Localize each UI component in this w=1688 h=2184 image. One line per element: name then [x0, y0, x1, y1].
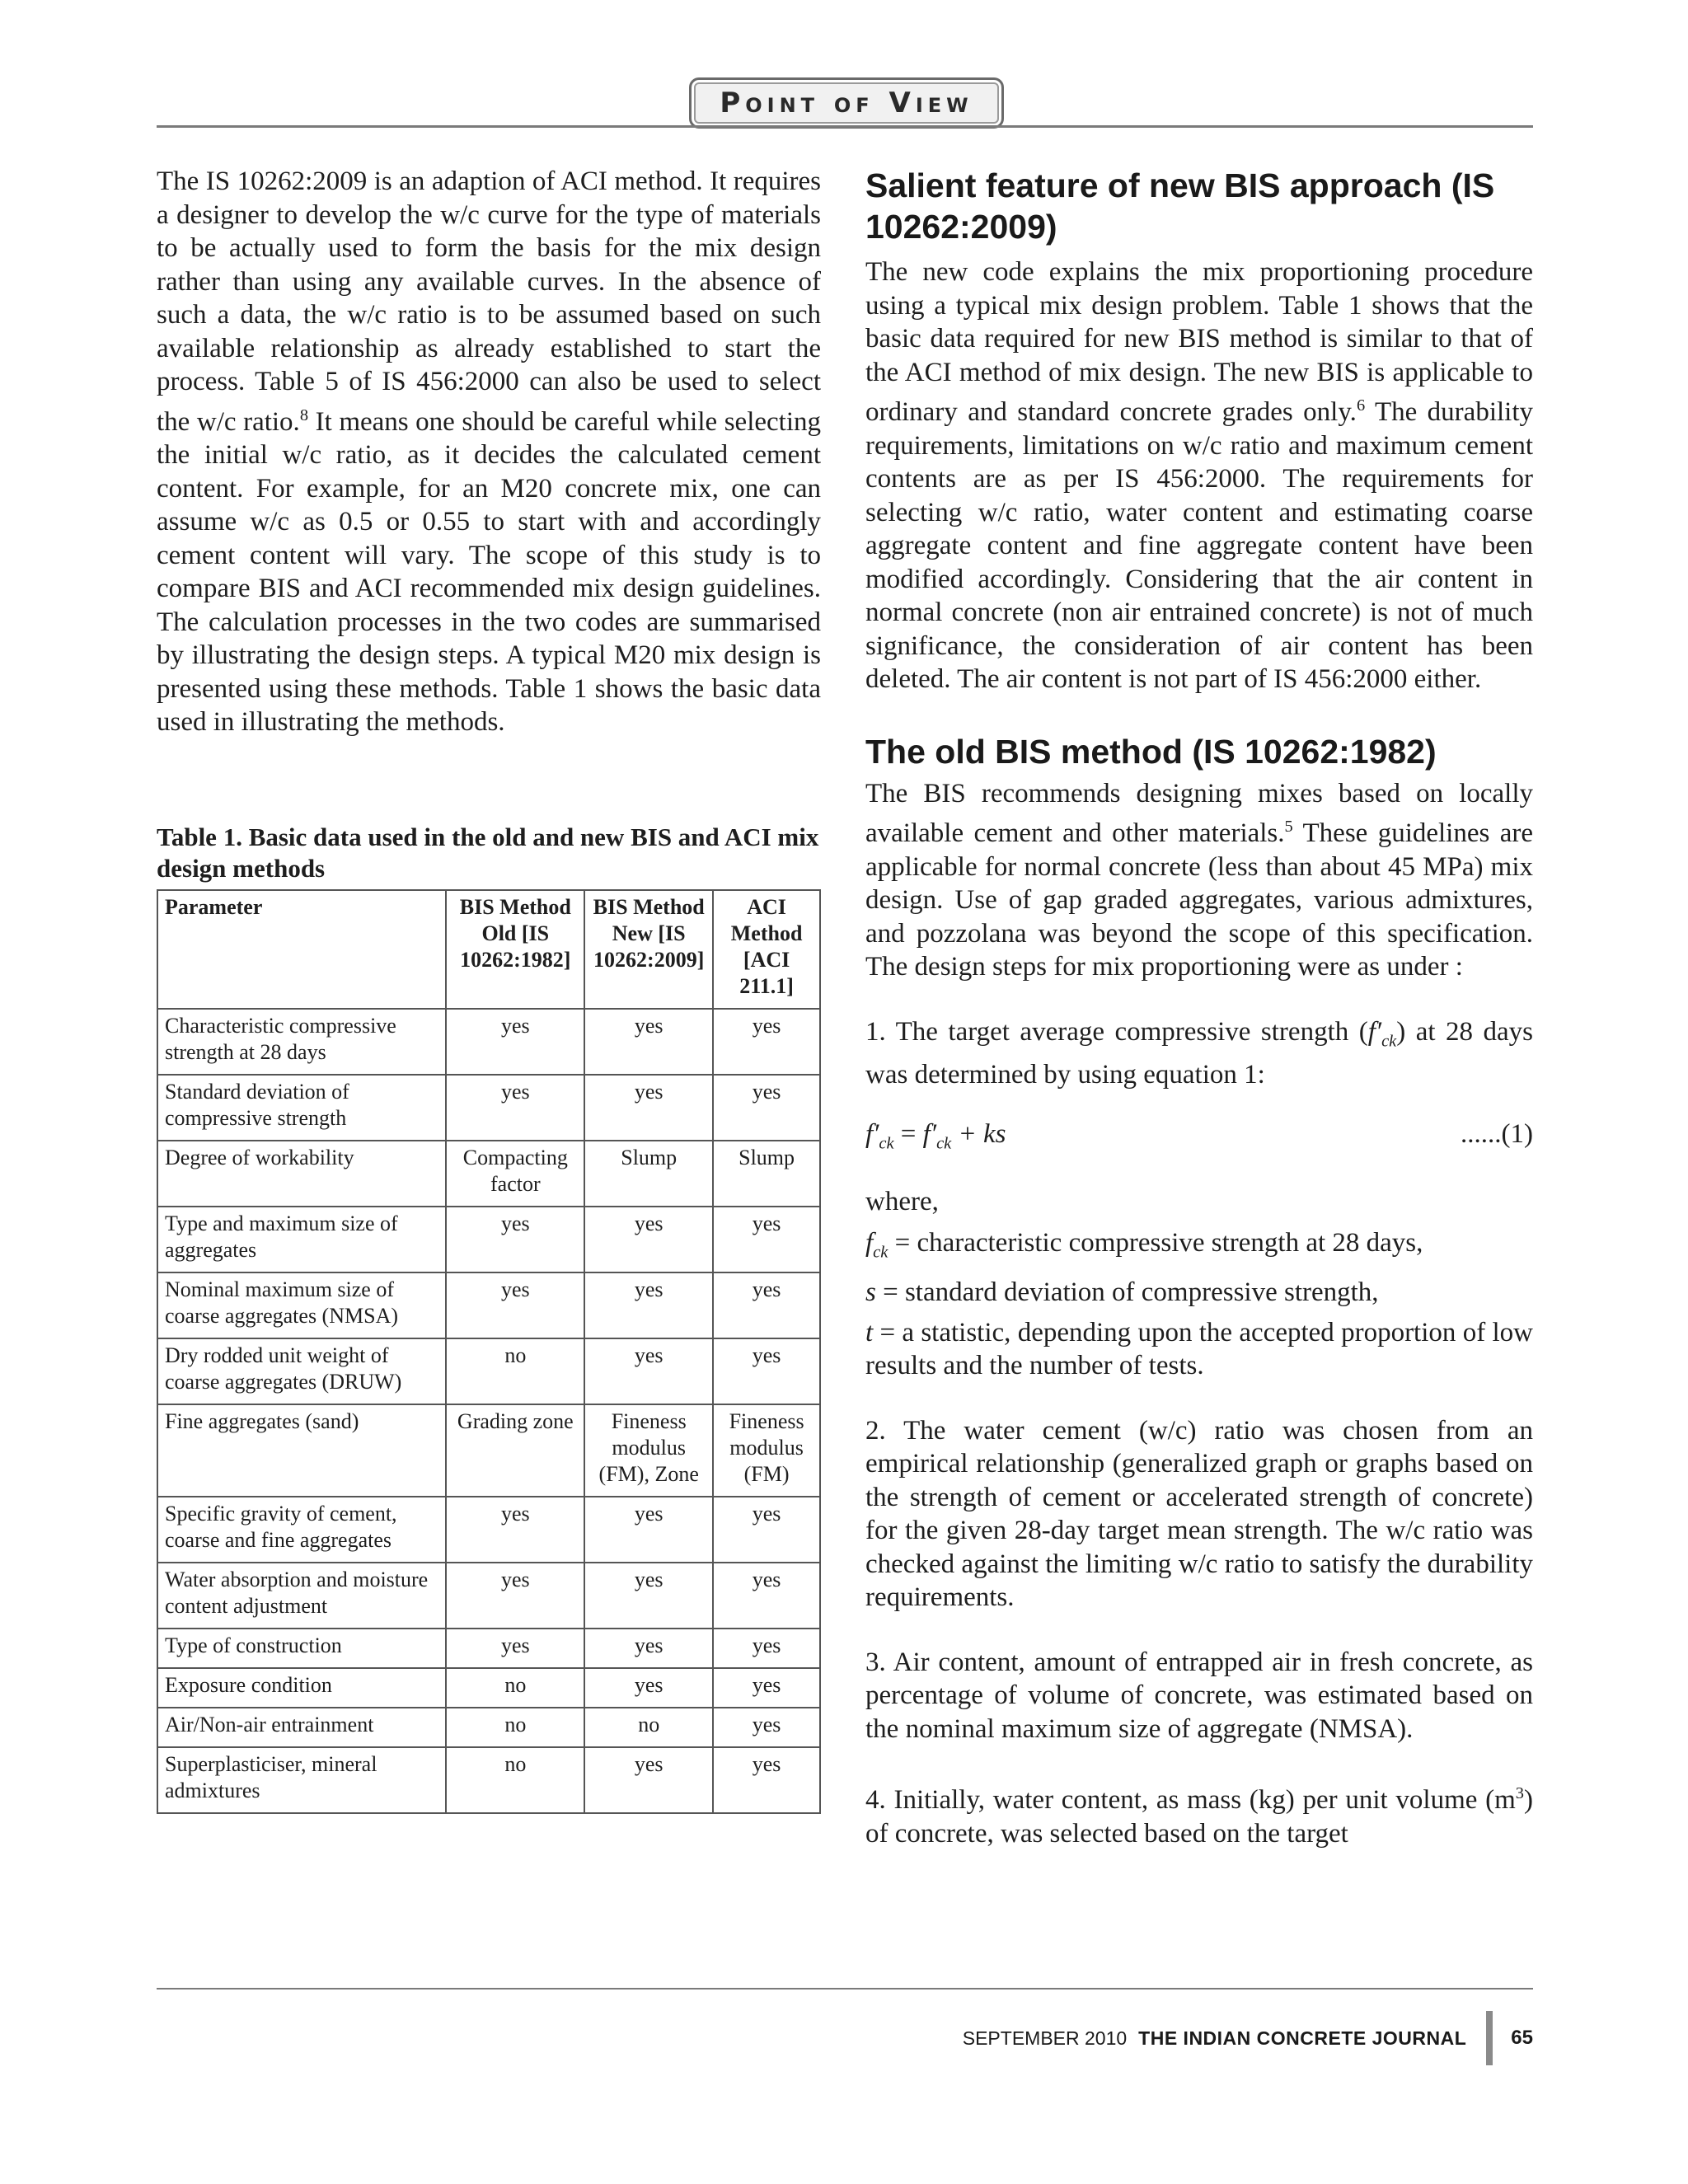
table-cell-value: yes: [584, 1207, 713, 1272]
table-row: [157, 1009, 820, 1075]
table-cell-value: yes: [713, 1629, 820, 1668]
new-bis-text-a: The new code explains the mix proportioning procedure using a typical mix design problem. Table 1 shows that the basic data required for new BIS method is similar to that of the ACI method of mix design. The new BIS is applicable to ordinary and standard concrete grades only.: [865, 257, 1533, 427]
table-row: [157, 1629, 820, 1668]
table-cell-parameter: Water absorption and moisture content adjustment: [157, 1563, 446, 1629]
new-bis-paragraph: [865, 255, 1533, 696]
table-cell-value: yes: [713, 1563, 820, 1629]
table-row: [157, 1497, 820, 1563]
eq-rhs-sub: ck: [936, 1134, 952, 1153]
table-cell-parameter: Degree of workability: [157, 1141, 446, 1207]
table-cell-parameter: Characteristic compressive strength at 28 days: [157, 1009, 446, 1075]
table-cell-value: yes: [713, 1668, 820, 1708]
table-cell-parameter: Type and maximum size of aggregates: [157, 1207, 446, 1272]
table-cell-value: no: [446, 1668, 584, 1708]
page-number: 65: [1511, 2027, 1533, 2049]
table-row: [157, 1563, 820, 1629]
eq-rhs: f′: [922, 1119, 937, 1150]
step-4: [865, 1777, 1533, 1850]
right-column: [865, 165, 1533, 1850]
section-heading-old-bis: The old BIS method (IS 10262:1982): [865, 732, 1437, 771]
old-bis-paragraph: [865, 777, 1533, 984]
basic-data-table: [157, 889, 821, 1814]
table-cell-value: Slump: [713, 1141, 820, 1207]
section-badge: [689, 77, 1004, 129]
table-cell-value: yes: [713, 1207, 820, 1272]
table-cell-value: yes: [713, 1009, 820, 1075]
table-cell-value: no: [446, 1708, 584, 1747]
footer: [963, 2011, 1533, 2065]
step-1-text-a: 1. The target average compressive strength (: [865, 1016, 1368, 1047]
eq-equals: =: [893, 1119, 923, 1150]
def-fck-text: = characteristic compressive strength at 28 days,: [888, 1228, 1423, 1258]
table-cell-value: yes: [584, 1747, 713, 1813]
table-row: [157, 1404, 820, 1497]
left-column: [157, 165, 821, 1814]
table-cell-value: no: [584, 1708, 713, 1747]
journal-name: THE INDIAN CONCRETE JOURNAL: [1138, 2027, 1467, 2049]
table-header-cell: ACI Method [ACI 211.1]: [713, 890, 820, 1009]
definition-t: [865, 1316, 1533, 1383]
def-fck-sub: ck: [873, 1243, 889, 1262]
table-row: [157, 1272, 820, 1338]
reference-5: 5: [1284, 818, 1293, 836]
table-header-cell: Parameter: [157, 890, 446, 1009]
table-cell-value: yes: [713, 1497, 820, 1563]
table-caption: Table 1. Basic data used in the old and new BIS and ACI mix design methods: [157, 822, 819, 883]
table-cell-value: yes: [713, 1708, 820, 1747]
step-4-text-a: 4. Initially, water content, as mass (kg) per unit volume (m: [865, 1785, 1516, 1816]
footer-rule: [157, 1988, 1533, 1990]
table-header-cell: BIS Method New [IS 10262:2009]: [584, 890, 713, 1009]
section-badge-label: Point of View: [720, 87, 973, 120]
table-row: [157, 1668, 820, 1708]
table-cell-value: Grading zone: [446, 1404, 584, 1497]
table-cell-value: Slump: [584, 1141, 713, 1207]
intro-text-b: It means one should be careful while selecting the initial w/c ratio, as it decides the calculated cement content. For example, for an M20 concrete mix, one can assume w/c as 0.5 or 0.55 to start with and accordingly cement content will vary. The scope of this study is to compare BIS and ACI recommended mix design guidelines. The calculation processes in the two codes are summarised by illustrating the design steps. A typical M20 mix design is presented using these methods. Table 1 shows the basic data used in illustrating the methods.: [157, 406, 821, 737]
step-4-text-b: ) of concrete, was selected based on the target: [865, 1785, 1533, 1849]
table-cell-value: yes: [713, 1075, 820, 1141]
table-cell-parameter: Dry rodded unit weight of coarse aggregates (DRUW): [157, 1338, 446, 1404]
def-t-symbol: t: [865, 1317, 874, 1347]
table-cell-value: yes: [713, 1747, 820, 1813]
where-label: where,: [865, 1186, 939, 1216]
step-1: [865, 1015, 1533, 1092]
table-row: [157, 1207, 820, 1272]
table-cell-value: yes: [446, 1272, 584, 1338]
step-3: 3. Air content, amount of entrapped air in fresh concrete, as percentage of volume of concrete, was estimated based on the nominal maximum size of aggregate (NMSA).: [865, 1647, 1533, 1744]
equation-expression: [865, 1119, 1006, 1154]
table-row: [157, 1141, 820, 1207]
table-cell-value: yes: [713, 1338, 820, 1404]
table-cell-value: yes: [584, 1075, 713, 1141]
step-4-sup: 3: [1515, 1784, 1524, 1803]
table-cell-value: yes: [584, 1668, 713, 1708]
table-cell-parameter: Air/Non-air entrainment: [157, 1708, 446, 1747]
table-row: [157, 1338, 820, 1404]
table-cell-value: yes: [446, 1497, 584, 1563]
eq-tail: + ks: [951, 1119, 1006, 1150]
table-cell-parameter: Specific gravity of cement, coarse and fine aggregates: [157, 1497, 446, 1563]
table-cell-value: Fineness modulus (FM), Zone: [584, 1404, 713, 1497]
table-cell-value: yes: [446, 1075, 584, 1141]
table-cell-value: no: [446, 1338, 584, 1404]
table-cell-value: yes: [713, 1272, 820, 1338]
def-s-symbol: s: [865, 1277, 876, 1308]
def-t-text: = a statistic, depending upon the accepted proportion of low results and the number of tests.: [865, 1317, 1533, 1381]
new-bis-text-b: The durability requirements, limitations on w/c ratio and maximum cement contents are as per IS 456:2000. The requirements for selecting w/c ratio, water content and estimating coarse aggregate content and fine aggregate content have been modified accordingly. Considering that the air content in normal concrete (non air entrained concrete) is not of much significance, the consideration of air content has been deleted. The air content is not part of IS 456:2000 either.: [865, 397, 1533, 694]
table-cell-parameter: Exposure condition: [157, 1668, 446, 1708]
table-cell-value: no: [446, 1747, 584, 1813]
table-cell-value: yes: [446, 1207, 584, 1272]
old-bis-text-b: These guidelines are applicable for normal concrete (less than about 45 MPa) mix design. Use of gap graded aggregates, various admixtures, and pozzolana was beyond the scope of this specification. The design steps for mix proportioning were as under :: [865, 818, 1533, 982]
table-header-row: [157, 890, 820, 1009]
table-cell-value: yes: [584, 1629, 713, 1668]
section-heading-new-bis: Salient feature of new BIS approach (IS 10262:2009): [865, 166, 1495, 246]
reference-8: 8: [299, 405, 309, 424]
table-row: [157, 1075, 820, 1141]
step-1-symbol: f′: [1367, 1016, 1382, 1047]
step-1-subscript: ck: [1381, 1032, 1397, 1051]
reference-6: 6: [1356, 396, 1366, 415]
table-cell-value: yes: [584, 1338, 713, 1404]
table-cell-value: yes: [584, 1009, 713, 1075]
table-cell-value: Compacting factor: [446, 1141, 584, 1207]
footer-divider: [1486, 2011, 1493, 2065]
intro-paragraph: [157, 165, 821, 739]
table-cell-value: yes: [584, 1497, 713, 1563]
step-1-text-b: ) at 28 days was determined by using equation 1:: [865, 1016, 1533, 1090]
step-2: 2. The water cement (w/c) ratio was chosen from an empirical relationship (generalized graph or graphs based on the strength of cement or accelerated strength of concrete) for the given 28-day target mean strength. The w/c ratio was checked against the limiting w/c ratio to satisfy the durability requirements.: [865, 1415, 1533, 1613]
eq-lhs: f′: [865, 1119, 879, 1150]
eq-lhs-sub: ck: [879, 1134, 894, 1153]
table-cell-parameter: Type of construction: [157, 1629, 446, 1668]
def-fck-symbol: f: [865, 1228, 874, 1258]
def-s-text: = standard deviation of compressive strength,: [875, 1277, 1379, 1308]
table-cell-parameter: Fine aggregates (sand): [157, 1404, 446, 1497]
table-cell-value: Fineness modulus (FM): [713, 1404, 820, 1497]
definition-s: [865, 1276, 1533, 1310]
issue-date: SEPTEMBER 2010: [962, 2027, 1128, 2049]
intro-text-a: The IS 10262:2009 is an adaption of ACI method. It requires a designer to develop the w/c curve for the type of materials to be actually used to form the basis for the mix design rather than using any available curves. In the absence of such a data, the w/c ratio is to be assumed based on such available relationship as already established to start the process. Table 5 of IS 456:2000 can also be used to select the w/c ratio.: [157, 166, 821, 437]
table-cell-parameter: Superplasticiser, mineral admixtures: [157, 1747, 446, 1813]
table-cell-value: yes: [584, 1563, 713, 1629]
equation-number: ......(1): [1461, 1119, 1533, 1150]
table-cell-value: yes: [446, 1009, 584, 1075]
equation-1: [865, 1119, 1533, 1154]
table-cell-value: yes: [446, 1629, 584, 1668]
table-cell-value: yes: [446, 1563, 584, 1629]
old-bis-text-a: The BIS recommends designing mixes based on locally available cement and other materials.: [865, 778, 1533, 848]
table-cell-parameter: Standard deviation of compressive strength: [157, 1075, 446, 1141]
table-row: [157, 1708, 820, 1747]
table-row: [157, 1747, 820, 1813]
definition-fck: [865, 1226, 1533, 1269]
table-header-cell: BIS Method Old [IS 10262:1982]: [446, 890, 584, 1009]
table-cell-parameter: Nominal maximum size of coarse aggregates (NMSA): [157, 1272, 446, 1338]
table-cell-value: yes: [584, 1272, 713, 1338]
header-rule: [157, 125, 1533, 128]
